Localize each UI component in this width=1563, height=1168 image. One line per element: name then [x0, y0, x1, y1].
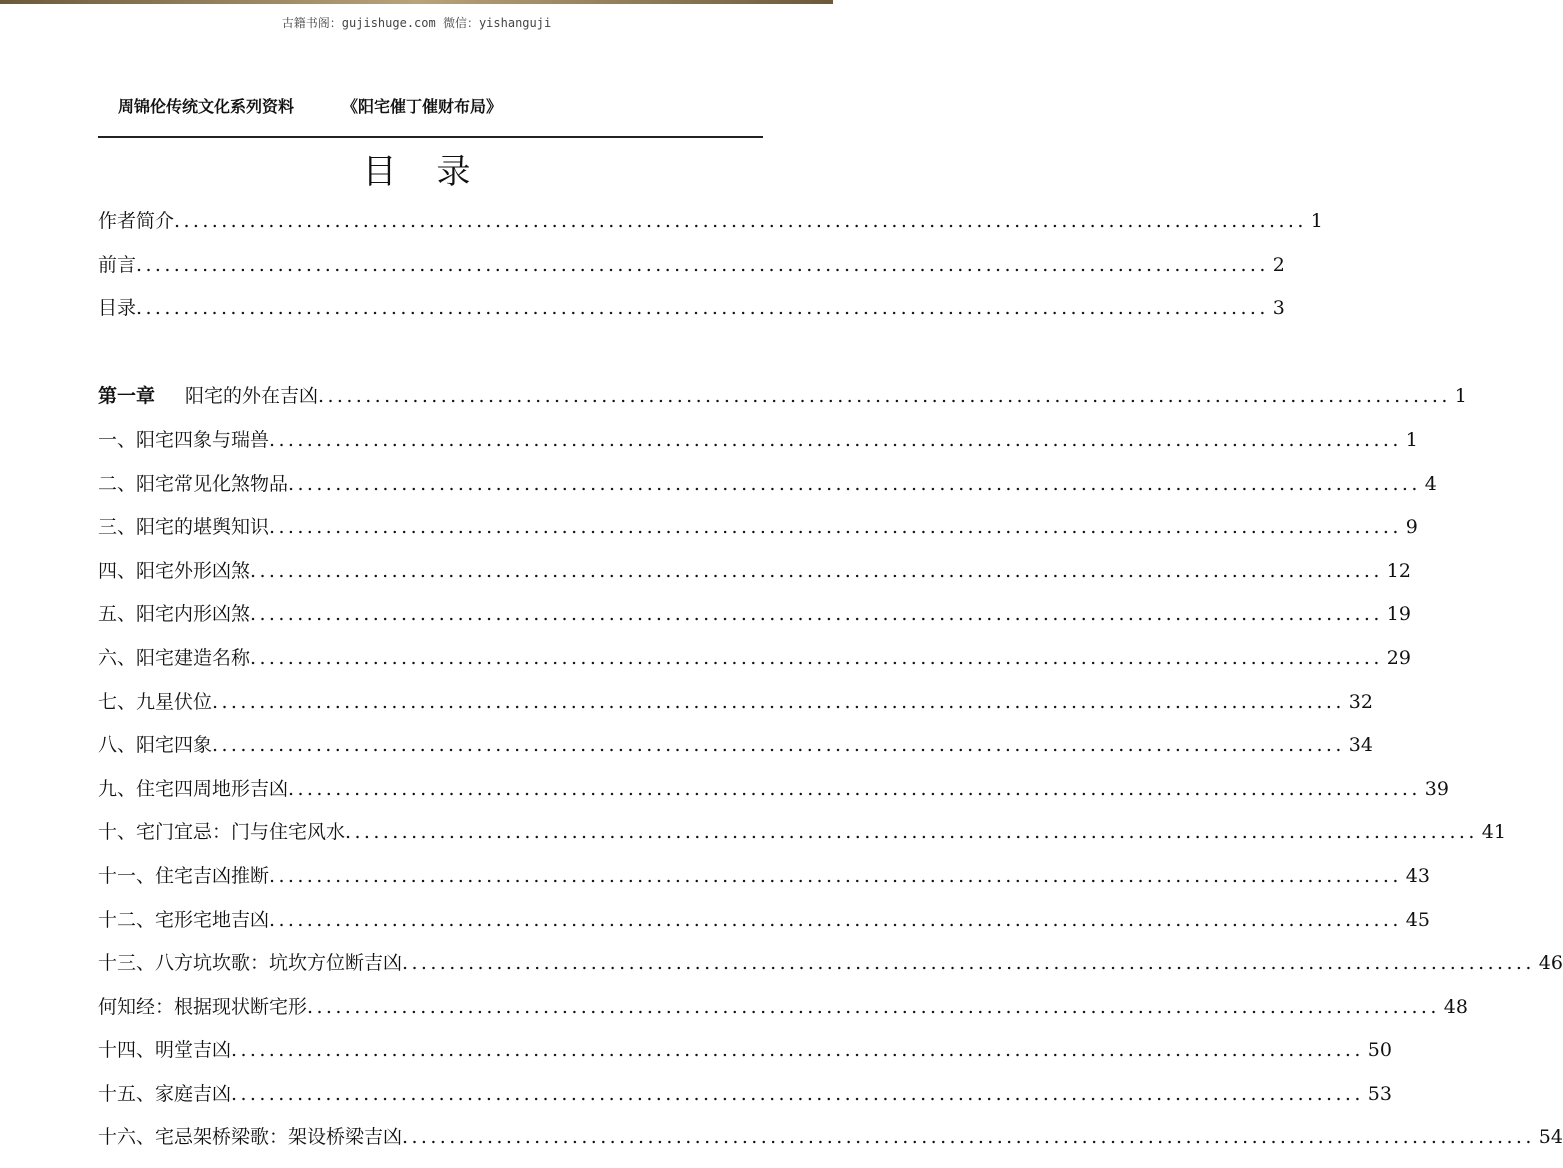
toc-entry[interactable]: [98, 599, 1411, 629]
toc-entry-page: 41: [1481, 821, 1506, 843]
toc-entry[interactable]: [98, 206, 1323, 236]
toc-leader: ........................................................................................................................: [231, 1083, 1364, 1105]
toc-entry-title: 五、阳宅内形凶煞: [98, 603, 251, 625]
toc-entry[interactable]: [98, 250, 1285, 280]
toc-leader: ........................................................................................................................: [212, 691, 1345, 713]
toc-entry-title: 一、阳宅四象与瑞兽: [98, 429, 270, 451]
toc-leader: ........................................................................................................................: [288, 473, 1421, 495]
toc-leader: ........................................................................................................................: [269, 865, 1402, 887]
toc-entry-page: 2: [1272, 254, 1285, 276]
toc-entry-title: 八、阳宅四象: [98, 734, 213, 756]
toc-entry-title: 四、阳宅外形凶煞: [98, 560, 251, 582]
toc-leader: ........................................................................................................................: [250, 603, 1383, 625]
toc-entry[interactable]: [98, 469, 1437, 499]
toc-entry-title: 十四、明堂吉凶: [98, 1039, 232, 1061]
toc-entry[interactable]: [98, 992, 1468, 1022]
toc-entry[interactable]: [98, 1079, 1392, 1109]
toc-entry[interactable]: [98, 556, 1411, 586]
toc-entry-page: 48: [1443, 996, 1468, 1018]
toc-leader: ........................................................................................................................: [250, 560, 1383, 582]
toc-entry-page: 9: [1405, 516, 1418, 538]
toc-entry-title: 十五、家庭吉凶: [98, 1083, 232, 1105]
toc-entry[interactable]: [98, 293, 1285, 323]
toc-leader: ........................................................................................................................: [231, 1039, 1364, 1061]
toc-chapter-title: [98, 381, 318, 408]
chapter-name: 阳宅的外在吉凶: [185, 385, 319, 407]
toc-leader: ........................................................................................................................: [136, 254, 1269, 276]
toc-entry-page: 1: [1310, 210, 1323, 232]
toc-entry-page: 53: [1367, 1083, 1392, 1105]
toc-leader: ........................................................................................................................: [250, 647, 1383, 669]
toc-entry-page: 4: [1424, 473, 1437, 495]
book-title: 《阳宅催丁催财布局》: [342, 97, 503, 116]
toc-leader: ........................................................................................................................: [136, 297, 1269, 319]
toc-entry-title: 十二、宅形宅地吉凶: [98, 909, 270, 931]
toc-leader: ........................................................................................................................: [402, 1126, 1535, 1148]
toc-leader: ........................................................................................................................: [402, 952, 1535, 974]
toc-entry[interactable]: [98, 861, 1430, 891]
toc-entry-page: 50: [1367, 1039, 1392, 1061]
toc-entry[interactable]: [98, 425, 1418, 455]
toc-leader: ........................................................................................................................: [318, 385, 1451, 407]
toc-entry[interactable]: [98, 774, 1449, 804]
toc-entry-title: 目录: [98, 297, 137, 319]
toc-entry-page: 43: [1405, 865, 1430, 887]
toc-entry-page: 1: [1405, 429, 1418, 451]
toc-leader: ........................................................................................................................: [307, 996, 1440, 1018]
toc-entry-page: 32: [1348, 691, 1373, 713]
watermark: 古籍书阁：gujishuge.com 微信：yishanguji: [281, 16, 552, 30]
toc-entry-page: 54: [1538, 1126, 1563, 1148]
toc-leader: ........................................................................................................................: [212, 734, 1345, 756]
toc-entry-title: 十一、住宅吉凶推断: [98, 865, 270, 887]
toc-entry-title: 六、阳宅建造名称: [98, 647, 251, 669]
toc-entry-title: 十六、宅忌架桥梁歌：架设桥梁吉凶: [98, 1126, 403, 1148]
toc-leader: ........................................................................................................................: [269, 909, 1402, 931]
toc-entry-page: 19: [1386, 603, 1411, 625]
toc-entry-page: 34: [1348, 734, 1373, 756]
toc-entry[interactable]: [98, 905, 1430, 935]
toc-entry-title: 二、阳宅常见化煞物品: [98, 473, 289, 495]
toc-entry-title: 作者简介: [98, 210, 175, 232]
top-border: [0, 0, 833, 4]
toc-leader: ........................................................................................................................: [269, 429, 1402, 451]
toc-entry-title: 三、阳宅的堪舆知识: [98, 516, 270, 538]
page-title: 目录: [362, 152, 511, 192]
page-header: [118, 94, 502, 117]
toc-entry-page: 1: [1454, 385, 1467, 407]
toc-entry[interactable]: [98, 730, 1373, 760]
toc-entry[interactable]: [98, 948, 1563, 978]
toc-leader: ........................................................................................................................: [288, 778, 1421, 800]
toc-entry-title: 何知经：根据现状断宅形: [98, 996, 308, 1018]
toc-entry-title: 九、住宅四周地形吉凶: [98, 778, 289, 800]
toc-entry-page: 3: [1272, 297, 1285, 319]
toc-entry-title: 十、宅门宜忌：门与住宅风水: [98, 821, 346, 843]
toc-leader: ........................................................................................................................: [269, 516, 1402, 538]
chapter-label: 第一章: [98, 385, 156, 407]
toc-entry-page: 39: [1424, 778, 1449, 800]
toc-entry[interactable]: [98, 1122, 1563, 1152]
toc-chapter[interactable]: [98, 381, 1467, 411]
toc-entry-page: 12: [1386, 560, 1411, 582]
toc-entry[interactable]: [98, 512, 1418, 542]
toc-entry[interactable]: [98, 1035, 1392, 1065]
toc-entry-page: 46: [1538, 952, 1563, 974]
toc-entry-title: 前言: [98, 254, 137, 276]
header-rule: [98, 136, 763, 138]
toc-entry-page: 29: [1386, 647, 1411, 669]
toc-entry[interactable]: [98, 817, 1506, 847]
series-title: 周锦伦传统文化系列资料: [118, 97, 295, 116]
toc-entry-page: 45: [1405, 909, 1430, 931]
toc-leader: ........................................................................................................................: [174, 210, 1307, 232]
toc-leader: ........................................................................................................................: [345, 821, 1478, 843]
toc-entry[interactable]: [98, 643, 1411, 673]
toc-entry[interactable]: [98, 687, 1373, 717]
toc-entry-title: 十三、八方坑坎歌：坑坎方位断吉凶: [98, 952, 403, 974]
toc-entry-title: 七、九星伏位: [98, 691, 213, 713]
